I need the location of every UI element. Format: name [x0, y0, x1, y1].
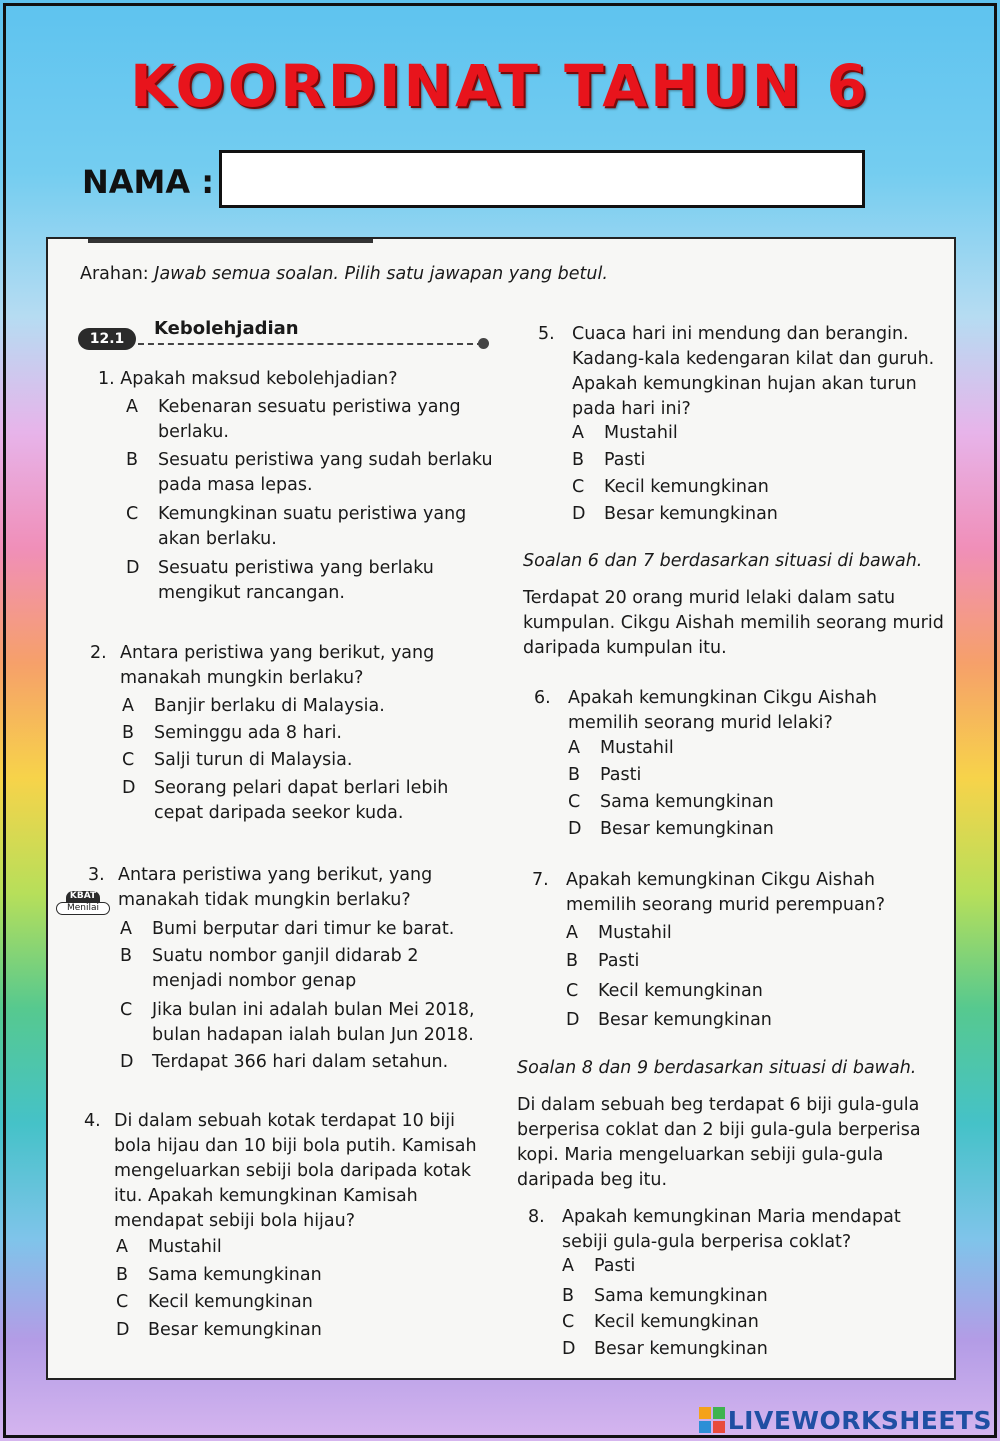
- section-divider: [138, 343, 483, 345]
- q3-option-d[interactable]: D Terdapat 366 hari dalam setahun.: [120, 1052, 449, 1072]
- q1-option-b[interactable]: B Sesuatu peristiwa yang sudah berlaku pada masa lepas.: [126, 450, 493, 495]
- nama-input[interactable]: [219, 150, 865, 208]
- q4-option-c[interactable]: C Kecil kemungkinan: [116, 1292, 313, 1312]
- q4-number: 4.: [84, 1111, 101, 1131]
- q8-option-b[interactable]: B Sama kemungkinan: [562, 1286, 768, 1306]
- q3-number: 3.: [88, 865, 105, 885]
- q8-number: 8.: [528, 1207, 545, 1227]
- liveworksheets-logo: [699, 1406, 992, 1435]
- instruction-text: Jawab semua soalan. Pilih satu jawapan yang betul.: [154, 264, 608, 284]
- q7-option-d[interactable]: D Besar kemungkinan: [566, 1010, 772, 1030]
- q4-option-b[interactable]: B Sama kemungkinan: [116, 1265, 322, 1285]
- q7-number: 7.: [532, 870, 549, 890]
- section-number-badge: 12.1: [78, 328, 136, 350]
- q4-option-a[interactable]: A Mustahil: [116, 1237, 222, 1257]
- question-5: 5. Cuaca hari ini mendung dan berangin. Kadang-kala kedengaran kilat dan guruh. Apakah kemungkinan hujan akan turun pada hari ini?: [538, 324, 935, 419]
- nama-label: NAMA :: [82, 163, 215, 201]
- q3-option-b[interactable]: B Suatu nombor ganjil didarab 2 menjadi nombor genap: [120, 946, 419, 991]
- top-rule: [88, 239, 373, 243]
- q1-option-d[interactable]: D Sesuatu peristiwa yang berlaku mengikut rancangan.: [126, 558, 434, 603]
- liveworksheets-logo-icon: [699, 1407, 725, 1433]
- q8-option-c[interactable]: C Kecil kemungkinan: [562, 1312, 759, 1332]
- worksheet: [46, 237, 956, 1380]
- instruction-label: Arahan:: [80, 264, 149, 284]
- question-1: [98, 367, 398, 392]
- liveworksheets-text: LIVEWORKSHEETS: [727, 1406, 992, 1435]
- q6-option-b[interactable]: B Pasti: [568, 765, 642, 785]
- page-title: KOORDINAT TAHUN 6: [130, 52, 870, 120]
- q8-option-d[interactable]: D Besar kemungkinan: [562, 1339, 768, 1359]
- q2-option-a[interactable]: A Banjir berlaku di Malaysia.: [122, 696, 385, 716]
- situation-1-text: Terdapat 20 orang murid lelaki dalam satu kumpulan. Cikgu Aishah memilih seorang murid daripada kumpulan itu.: [523, 588, 944, 658]
- q6-number: 6.: [534, 688, 551, 708]
- q2-option-c[interactable]: C Salji turun di Malaysia.: [122, 750, 353, 770]
- q5-number: 5.: [538, 324, 555, 344]
- question-7: 7. Apakah kemungkinan Cikgu Aishah memilih seorang murid perempuan?: [532, 870, 886, 915]
- q6-option-a[interactable]: A Mustahil: [568, 738, 674, 758]
- divider-dot: [478, 338, 489, 349]
- q2-number: 2.: [90, 643, 107, 663]
- q1-text: Apakah maksud kebolehjadian?: [120, 369, 398, 389]
- question-3: 3. Antara peristiwa yang berikut, yang manakah tidak mungkin berlaku?: [88, 865, 433, 910]
- situation-2-heading: Soalan 8 dan 9 berdasarkan situasi di bawah.: [517, 1058, 917, 1078]
- q6-option-c[interactable]: C Sama kemungkinan: [568, 792, 774, 812]
- q3-option-c[interactable]: C Jika bulan ini adalah bulan Mei 2018, bulan hadapan ialah bulan Jun 2018.: [120, 1000, 475, 1045]
- question-6: 6. Apakah kemungkinan Cikgu Aishah memilih seorang murid lelaki?: [534, 688, 877, 733]
- question-8: 8. Apakah kemungkinan Maria mendapat sebiji gula-gula berperisa coklat?: [528, 1207, 901, 1252]
- kbat-badge: KBAT Menilai: [56, 891, 110, 915]
- q5-option-d[interactable]: D Besar kemungkinan: [572, 504, 778, 524]
- q7-option-a[interactable]: A Mustahil: [566, 923, 672, 943]
- q1-number: 1.: [98, 369, 115, 389]
- q8-option-a[interactable]: A Pasti: [562, 1256, 636, 1276]
- q6-option-d[interactable]: D Besar kemungkinan: [568, 819, 774, 839]
- q3-option-a[interactable]: A Bumi berputar dari timur ke barat.: [120, 919, 455, 939]
- q5-option-c[interactable]: C Kecil kemungkinan: [572, 477, 769, 497]
- q5-option-a[interactable]: A Mustahil: [572, 423, 678, 443]
- q2-option-b[interactable]: B Seminggu ada 8 hari.: [122, 723, 342, 743]
- situation-1-heading: Soalan 6 dan 7 berdasarkan situasi di bawah.: [523, 551, 923, 571]
- question-4: 4. Di dalam sebuah kotak terdapat 10 biji bola hijau dan 10 biji bola putih. Kamisah mengeluarkan sebiji bola daripada kotak itu. Apakah kemungkinan Kamisah mendapat sebiji bola hijau?: [84, 1111, 477, 1231]
- q7-option-c[interactable]: C Kecil kemungkinan: [566, 981, 763, 1001]
- question-2: 2. Antara peristiwa yang berikut, yang manakah mungkin berlaku?: [90, 643, 435, 688]
- q5-option-b[interactable]: B Pasti: [572, 450, 646, 470]
- q4-option-d[interactable]: D Besar kemungkinan: [116, 1320, 322, 1340]
- q2-option-d[interactable]: D Seorang pelari dapat berlari lebih cepat daripada seekor kuda.: [122, 778, 449, 823]
- q7-option-b[interactable]: B Pasti: [566, 951, 640, 971]
- q1-option-a[interactable]: A Kebenaran sesuatu peristiwa yang berlaku.: [126, 397, 461, 442]
- q1-option-c[interactable]: C Kemungkinan suatu peristiwa yang akan berlaku.: [126, 504, 467, 549]
- section-title: Kebolehjadian: [154, 318, 299, 339]
- situation-2-text: Di dalam sebuah beg terdapat 6 biji gula-gula berperisa coklat dan 2 biji gula-gula berperisa kopi. Maria mengeluarkan sebiji gula-gula daripada beg itu.: [517, 1095, 921, 1190]
- instruction: [80, 263, 608, 285]
